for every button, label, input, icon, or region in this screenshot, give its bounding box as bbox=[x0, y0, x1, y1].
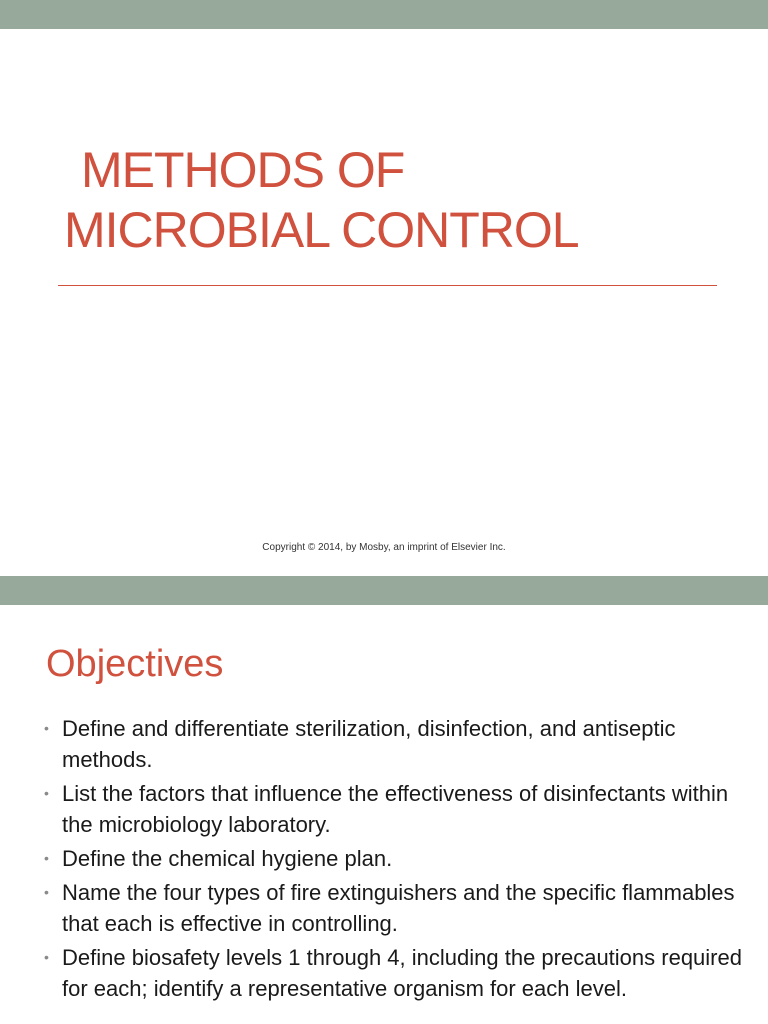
bullet-text: Define and differentiate sterilization, disinfection, and antiseptic methods. bbox=[62, 716, 676, 772]
bullet-icon: • bbox=[44, 850, 49, 866]
copyright-notice: Copyright © 2014, by Mosby, an imprint of Elsevier Inc. bbox=[262, 542, 506, 553]
bullet-icon: • bbox=[44, 785, 49, 801]
bullet-text: Name the four types of fire extinguishers and the specific flammables that each is effective in controlling. bbox=[62, 880, 735, 936]
title-line-2: MICROBIAL CONTROL bbox=[64, 202, 579, 258]
list-item bbox=[44, 713, 744, 775]
objectives-list bbox=[44, 713, 744, 1007]
list-item bbox=[44, 877, 744, 939]
title-line-1: METHODS OF bbox=[81, 142, 405, 198]
slide-top-band bbox=[0, 0, 768, 29]
objectives-heading: Objectives bbox=[46, 643, 224, 685]
bullet-text: List the factors that influence the effectiveness of disinfectants within the microbiology laboratory. bbox=[62, 781, 729, 837]
list-item bbox=[44, 778, 744, 840]
bullet-icon: • bbox=[44, 720, 49, 736]
slide-top-band bbox=[0, 576, 768, 605]
bullet-icon: • bbox=[44, 949, 49, 965]
bullet-icon: • bbox=[44, 884, 49, 900]
bullet-text: Define the chemical hygiene plan. bbox=[62, 846, 393, 871]
slide-title bbox=[64, 140, 724, 260]
list-item bbox=[44, 942, 744, 1004]
bullet-text: Define biosafety levels 1 through 4, including the precautions required for each; identify a representative organism for each level. bbox=[62, 945, 742, 1001]
list-item bbox=[44, 843, 744, 874]
title-underline bbox=[58, 285, 717, 286]
